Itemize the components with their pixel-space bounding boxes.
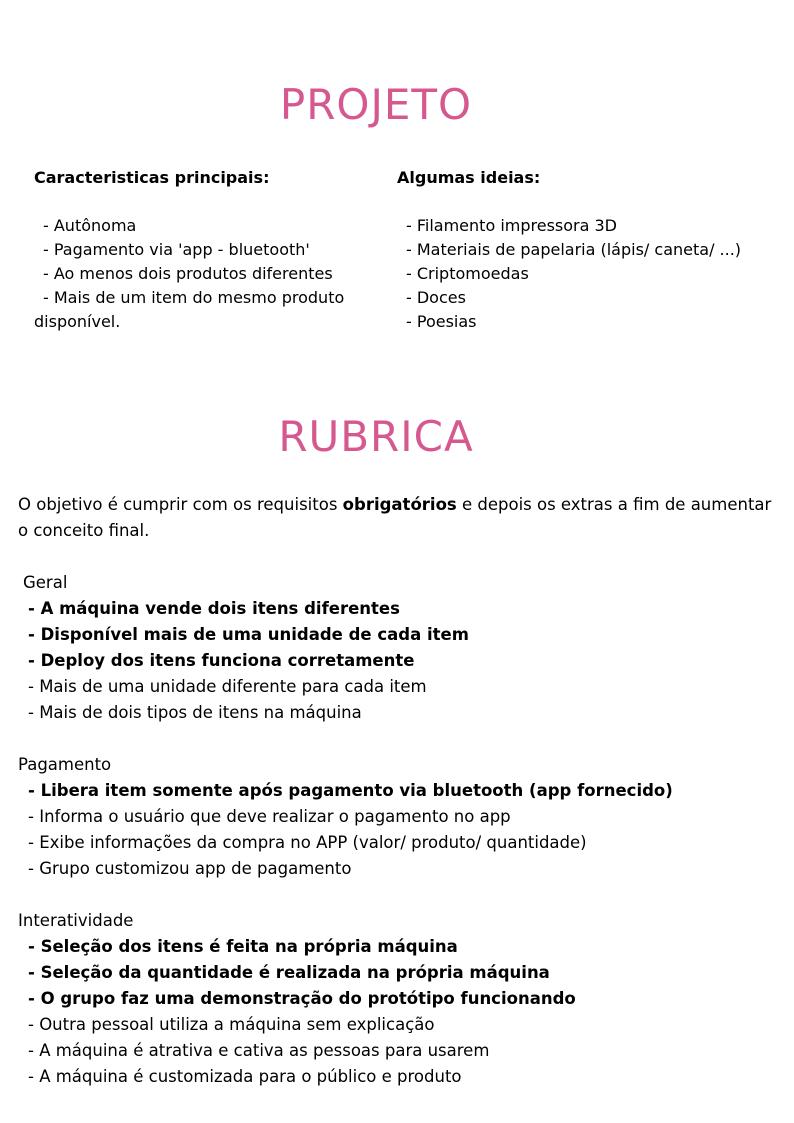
intro-text-before: O objetivo é cumprir com os requisitos xyxy=(18,495,343,514)
caracteristica-item: - Pagamento via 'app - bluetooth' xyxy=(43,240,310,259)
section-pagamento xyxy=(18,752,778,882)
requirement-item: - Seleção da quantidade é realizada na própria máquina xyxy=(28,963,550,982)
rubrica-body xyxy=(18,492,778,1116)
ideia-item: - Criptomoedas xyxy=(406,264,529,283)
requirement-item: - Libera item somente após pagamento via bluetooth (app fornecido) xyxy=(28,781,673,800)
rubrica-intro xyxy=(18,492,778,544)
requirement-item: - Outra pessoal utiliza a máquina sem explicação xyxy=(28,1015,435,1034)
intro-text-after: e depois os extras a fim de aumentar o conceito final. xyxy=(18,495,772,540)
caracteristicas-column xyxy=(34,166,345,334)
caracteristica-item-continuation: disponível. xyxy=(34,312,121,331)
section-interatividade xyxy=(18,908,778,1090)
requirement-item: - Exibe informações da compra no APP (valor/ produto/ quantidade) xyxy=(28,833,587,852)
requirement-item: - Mais de uma unidade diferente para cada item xyxy=(28,677,427,696)
section-geral xyxy=(18,570,778,726)
projeto-heading: PROJETO xyxy=(279,80,473,129)
ideia-item: - Doces xyxy=(406,288,466,307)
requirement-item: - A máquina é customizada para o público e produto xyxy=(28,1067,462,1086)
section-title: Pagamento xyxy=(18,755,112,774)
requirement-item: - Mais de dois tipos de itens na máquina xyxy=(28,703,362,722)
caracteristica-item: - Autônoma xyxy=(43,216,137,235)
requirement-item: - Disponível mais de uma unidade de cada item xyxy=(28,625,469,644)
requirement-item: - A máquina vende dois itens diferentes xyxy=(28,599,400,618)
requirement-item: - Seleção dos itens é feita na própria máquina xyxy=(28,937,458,956)
caracteristicas-title: Caracteristicas principais: xyxy=(34,168,270,187)
section-title: Geral xyxy=(23,573,68,592)
rubrica-heading: RUBRICA xyxy=(278,412,474,461)
caracteristica-item: - Ao menos dois produtos diferentes xyxy=(43,264,333,283)
ideia-item: - Materiais de papelaria (lápis/ caneta/ ...) xyxy=(406,240,742,259)
ideias-column xyxy=(397,166,767,334)
ideia-item: - Poesias xyxy=(406,312,477,331)
intro-text-bold: obrigatórios xyxy=(342,495,457,514)
ideia-item: - Filamento impressora 3D xyxy=(406,216,617,235)
section-title: Interatividade xyxy=(18,911,134,930)
ideias-title: Algumas ideias: xyxy=(397,168,541,187)
requirement-item: - O grupo faz uma demonstração do protótipo funcionando xyxy=(28,989,576,1008)
requirement-item: - Deploy dos itens funciona corretamente xyxy=(28,651,415,670)
requirement-item: - Informa o usuário que deve realizar o pagamento no app xyxy=(28,807,511,826)
requirement-item: - A máquina é atrativa e cativa as pessoas para usarem xyxy=(28,1041,490,1060)
requirement-item: - Grupo customizou app de pagamento xyxy=(28,859,352,878)
caracteristica-item: - Mais de um item do mesmo produto xyxy=(43,288,345,307)
